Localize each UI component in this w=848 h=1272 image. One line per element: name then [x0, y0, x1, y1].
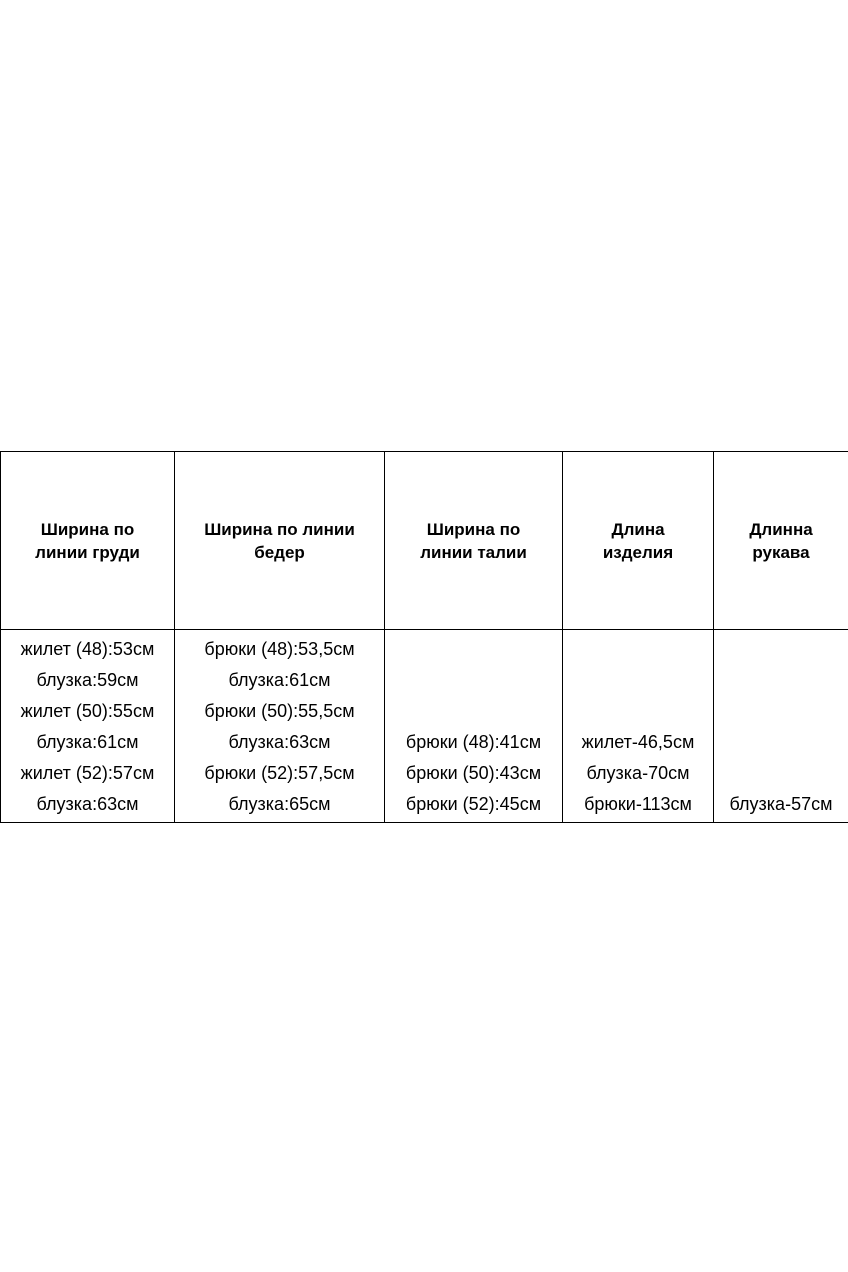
sleeve-length-values	[714, 630, 848, 823]
header-line: Длина	[611, 519, 665, 539]
measurement-value: брюки (50):55,5см	[204, 701, 355, 721]
header-line: Длинна	[749, 519, 813, 539]
waist-width-values	[385, 630, 563, 823]
measurement-value: жилет-46,5см	[581, 732, 695, 752]
header-line: Ширина по линии	[204, 519, 355, 539]
header-waist-width	[385, 452, 563, 630]
header-row	[1, 452, 848, 630]
measurement-value: жилет (52):57см	[20, 763, 155, 783]
header-line: Ширина по	[426, 519, 521, 539]
header-line: изделия	[602, 542, 674, 562]
measurement-value: блузка:59см	[36, 670, 139, 690]
header-chest-width	[1, 452, 175, 630]
measurement-value: блузка-57см	[729, 794, 833, 814]
garment-length-values	[563, 630, 714, 823]
measurement-value: блузка-70см	[586, 763, 690, 783]
measurement-value: жилет (50):55см	[20, 701, 155, 721]
measurement-value: жилет (48):53см	[20, 639, 155, 659]
measurement-value: брюки (48):53,5см	[204, 639, 355, 659]
measurement-value: брюки (48):41см	[405, 732, 542, 752]
header-line: Ширина по	[40, 519, 135, 539]
chest-width-values	[1, 630, 175, 823]
measurement-value: брюки (52):57,5см	[204, 763, 355, 783]
measurement-value: блузка:65см	[228, 794, 331, 814]
measurement-value: брюки (50):43см	[405, 763, 542, 783]
measurement-value: брюки (52):45см	[405, 794, 542, 814]
measurement-value: блузка:61см	[36, 732, 139, 752]
header-hip-width	[175, 452, 385, 630]
hip-width-values	[175, 630, 385, 823]
header-line: линии талии	[420, 542, 527, 562]
values-row	[1, 630, 848, 823]
header-line: линии груди	[35, 542, 140, 562]
measurement-value: брюки-113см	[584, 794, 692, 814]
header-line: бедер	[254, 542, 305, 562]
header-line: рукава	[752, 542, 810, 562]
measurement-value: блузка:63см	[228, 732, 331, 752]
measurement-value: блузка:61см	[228, 670, 331, 690]
header-sleeve-length	[714, 452, 848, 630]
header-garment-length	[563, 452, 714, 630]
measurement-value: блузка:63см	[36, 794, 139, 814]
size-table	[0, 451, 848, 823]
